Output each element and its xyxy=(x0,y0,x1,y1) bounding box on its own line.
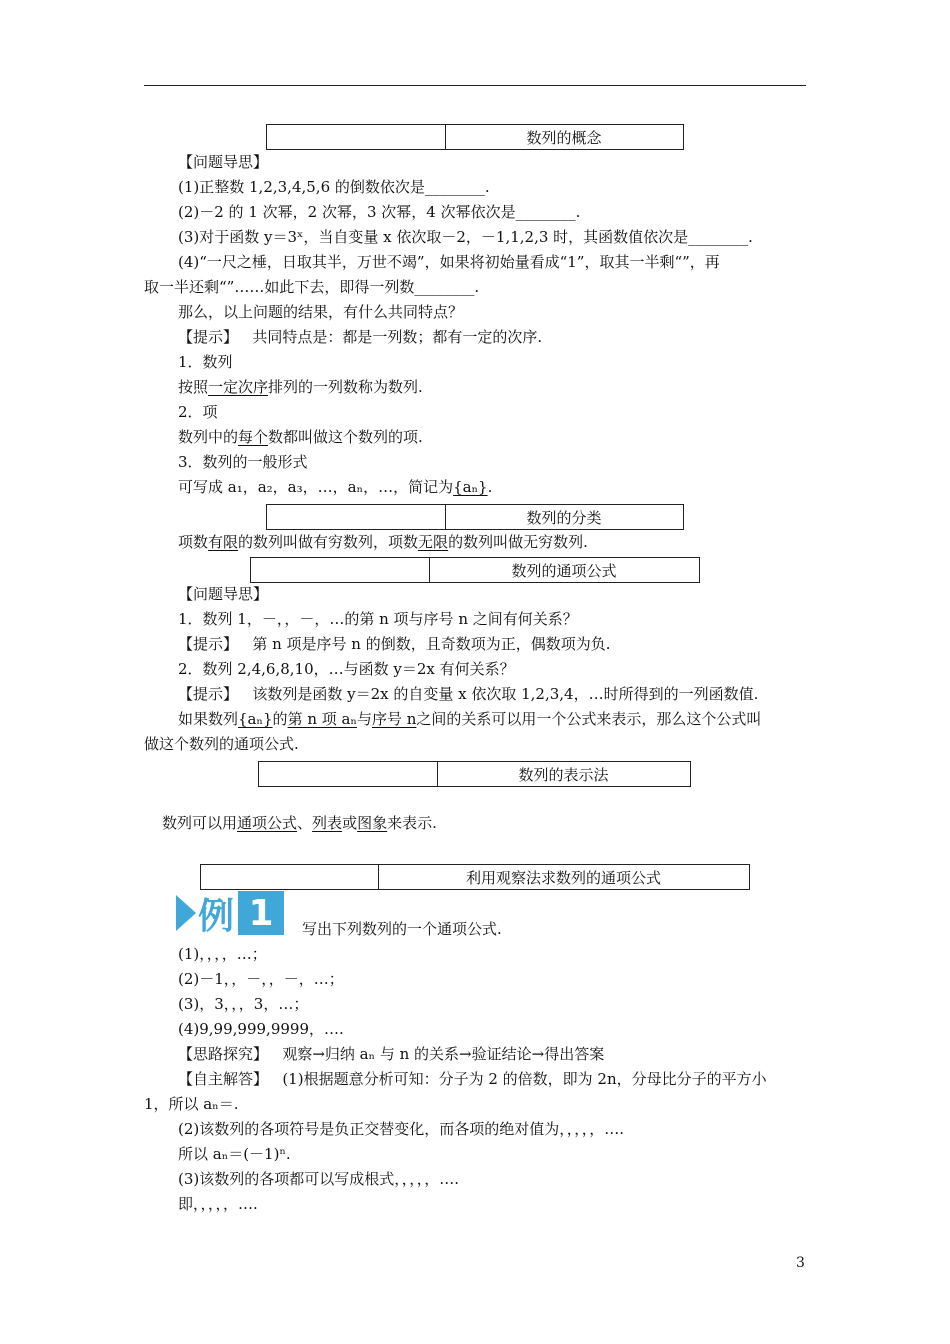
answer-1-line-2: 1，所以 aₙ＝. xyxy=(144,1095,239,1113)
underlined-term: 列表 xyxy=(312,814,343,832)
example-item-1: (1)，，，，…； xyxy=(178,945,267,963)
answer-3-line-2: 即，，，，，…. xyxy=(178,1195,258,1213)
answer-2-line-1: (2)该数列的各项符号是负正交替变化，而各项的绝对值为，，，，，…. xyxy=(178,1120,625,1138)
answer-2-line-2: 所以 aₙ＝(－1)ⁿ. xyxy=(178,1145,291,1163)
underlined-term: {aₙ} xyxy=(238,710,273,728)
arrow-icon xyxy=(176,895,196,931)
text: 项数 xyxy=(178,533,209,551)
text: 的 xyxy=(272,710,288,728)
example-item-4: (4)9,99,999,9999，…. xyxy=(178,1020,344,1038)
answer-text: (1)根据题意分析可知：分子为 2 的倍数，即为 2n，分母比分子的平方小 xyxy=(282,1070,767,1088)
classification-text xyxy=(178,532,588,552)
example-item-3: (3)，3，，，3，…； xyxy=(178,995,309,1013)
hint-label: 【提示】 xyxy=(178,685,239,703)
text: 、 xyxy=(297,814,313,832)
question-4-line-1: (4)“一尺之棰，日取其半，万世不竭”，如果将初始量看成“1”，取其一半剩“”，再 xyxy=(178,253,720,271)
general-term-question-2: 2．数列 2,4,6,8,10，…与函数 y＝2x 有何关系？ xyxy=(178,660,515,678)
text: 如果数列 xyxy=(178,710,239,728)
underlined-term: 有限 xyxy=(208,533,239,551)
definition-term xyxy=(178,427,423,447)
heading-general-form: 3．数列的一般形式 xyxy=(178,453,308,471)
text: . xyxy=(487,478,493,496)
underlined-term: 每个 xyxy=(238,428,269,446)
hint-text: 共同特点是：都是一列数；都有一定的次序. xyxy=(252,328,543,346)
section-box-concept xyxy=(266,124,684,150)
text: 的数列叫做无穷数列. xyxy=(448,533,588,551)
question-2: (2)－2 的 1 次幂，2 次幂，3 次幂，4 次幂依次是________. xyxy=(178,203,581,221)
section-title-observation: 利用观察法求数列的通项公式 xyxy=(465,868,661,887)
general-term-question-1: 1．数列 1，－，，－，…的第 n 项与序号 n 之间有何关系？ xyxy=(178,610,578,628)
example-badge xyxy=(176,891,288,935)
section-box-general-term xyxy=(250,557,700,583)
hint-paragraph xyxy=(178,684,758,704)
text: 数列中的 xyxy=(178,428,239,446)
example-badge-char: 例 xyxy=(197,895,234,937)
section-box-representation xyxy=(258,761,691,787)
text: 或 xyxy=(342,814,358,832)
underlined-term: 序号 n xyxy=(371,710,417,728)
hint-text: 该数列是函数 y＝2x 的自变量 x 依次取 1,2,3,4，…时所得到的一列函数值. xyxy=(252,685,759,703)
common-feature-question: 那么，以上问题的结果，有什么共同特点？ xyxy=(178,303,464,321)
section-title-representation: 数列的表示法 xyxy=(518,765,609,784)
section-title-classification: 数列的分类 xyxy=(526,508,602,527)
hint-text: 第 n 项是序号 n 的倒数，且奇数项为正，偶数项为负. xyxy=(252,635,611,653)
underlined-term: {aₙ} xyxy=(453,478,488,496)
example-item-2: (2)－1，，－，，－，…； xyxy=(178,970,344,988)
self-answer-label: 【自主解答】 xyxy=(178,1070,269,1088)
representation-text xyxy=(162,813,437,833)
text: 可写成 a₁，a₂，a₃，…，aₙ，…，简记为 xyxy=(178,478,454,496)
section-title-general-term: 数列的通项公式 xyxy=(511,561,617,580)
question-guide-label: 【问题导思】 xyxy=(178,153,269,171)
text: 按照 xyxy=(178,378,209,396)
underlined-term: 图象 xyxy=(357,814,388,832)
thinking-text: 观察→归纳 aₙ 与 n 的关系→验证结论→得出答案 xyxy=(282,1045,605,1063)
underlined-term: 一定次序 xyxy=(208,378,269,396)
heading-sequence: 1．数列 xyxy=(178,353,233,371)
definition-sequence xyxy=(178,377,423,397)
thinking-label: 【思路探究】 xyxy=(178,1045,269,1063)
question-1: (1)正整数 1,2,3,4,5,6 的倒数依次是________. xyxy=(178,178,490,196)
section-box-observation xyxy=(200,864,750,890)
answer-1-line-1 xyxy=(178,1069,767,1089)
example-prompt: 写出下列数列的一个通项公式. xyxy=(302,920,502,938)
text: 数列可以用 xyxy=(162,814,238,832)
general-term-definition-line-1 xyxy=(178,709,761,729)
general-term-definition-line-2: 做这个数列的通项公式. xyxy=(144,735,299,753)
text: 与 xyxy=(356,710,372,728)
answer-3-line-1: (3)该数列的各项都可以写成根式，，，，，…. xyxy=(178,1170,460,1188)
underlined-term: 无限 xyxy=(418,533,449,551)
text: 的数列叫做有穷数列，项数 xyxy=(238,533,419,551)
text: 数都叫做这个数列的项. xyxy=(268,428,423,446)
hint-label: 【提示】 xyxy=(178,635,239,653)
question-3: (3)对于函数 y＝3ˣ，当自变量 x 依次取－2，－1,1,2,3 时，其函数值依次是________. xyxy=(178,228,753,246)
definition-general-form xyxy=(178,477,492,497)
hint-paragraph xyxy=(178,634,611,654)
text: 排列的一列数称为数列. xyxy=(268,378,423,396)
page-number: 3 xyxy=(796,1255,805,1271)
example-badge-number: 1 xyxy=(238,891,284,935)
heading-term: 2．项 xyxy=(178,403,218,421)
text: 来表示. xyxy=(387,814,437,832)
underlined-term: 第 n 项 aₙ xyxy=(287,710,357,728)
hint-paragraph xyxy=(178,327,542,347)
question-4-line-2: 取一半还剩“”……如此下去，即得一列数________. xyxy=(144,278,480,296)
thinking-paragraph xyxy=(178,1044,604,1064)
header-rule xyxy=(144,85,806,86)
underlined-term: 通项公式 xyxy=(237,814,298,832)
hint-label: 【提示】 xyxy=(178,328,239,346)
section-title-concept: 数列的概念 xyxy=(526,128,602,147)
text: 之间的关系可以用一个公式来表示，那么这个公式叫 xyxy=(416,710,762,728)
section-box-classification xyxy=(266,504,684,530)
question-guide-label: 【问题导思】 xyxy=(178,585,269,603)
